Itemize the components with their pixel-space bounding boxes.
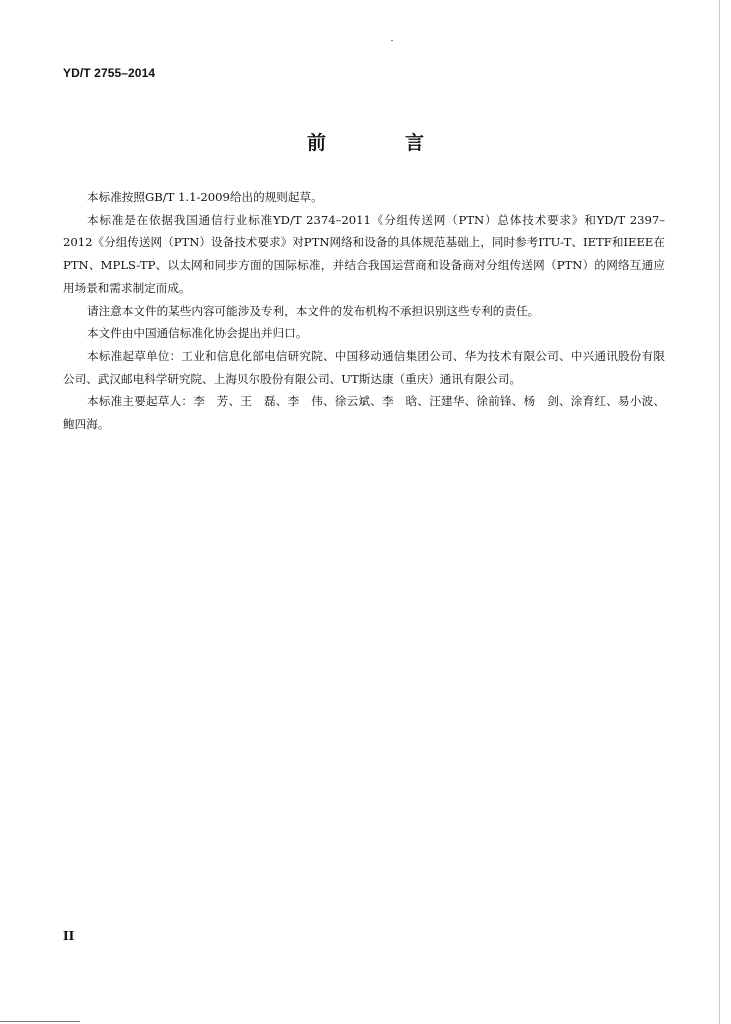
foreword-body xyxy=(63,186,665,436)
paragraph-patent-notice: 请注意本文件的某些内容可能涉及专利，本文件的发布机构不承担识别这些专利的责任。 xyxy=(87,303,540,318)
scan-edge-bottom xyxy=(0,1021,80,1022)
paragraph-drafting-rules: 本标准按照GB/T 1.1-2009给出的规则起草。 xyxy=(87,190,323,204)
page-number: II xyxy=(63,929,75,943)
paragraph-basis: 本标准是在依据我国通信行业标准YD/T 2374–2011《分组传送网（PTN）总体技术要求》和YD/T 2397–2012《分组传送网（PTN）设备技术要求》对PTN网络和设备的具体规范基础上，同时参考ITU-T、IETF和IEEE在PTN、MPLS-TP、以太网和同步方面的国际标准，并结合我国运营商和设备商对分组传送网（PTN）的网络互通应用场景和需求制定而成。 xyxy=(63,212,665,295)
scan-edge-right xyxy=(719,0,720,1024)
paragraph-drafters: 本标准主要起草人：李 芳、王 磊、李 伟、徐云斌、李 晗、汪建华、徐前锋、杨 剑、涂育红、易小波、鲍四海。 xyxy=(63,394,665,432)
standard-code-header: YD/T 2755–2014 xyxy=(63,66,156,80)
paragraph-proposer: 本文件由中国通信标准化协会提出并归口。 xyxy=(87,326,308,341)
scan-speck xyxy=(391,40,393,41)
paragraph-drafting-units: 本标准起草单位：工业和信息化部电信研究院、中国移动通信集团公司、华为技术有限公司、中兴通讯股份有限公司、武汉邮电科学研究院、上海贝尔股份有限公司、UT斯达康（重庆）通讯有限公司。 xyxy=(63,348,665,386)
page-title: 前 言 xyxy=(306,132,454,154)
